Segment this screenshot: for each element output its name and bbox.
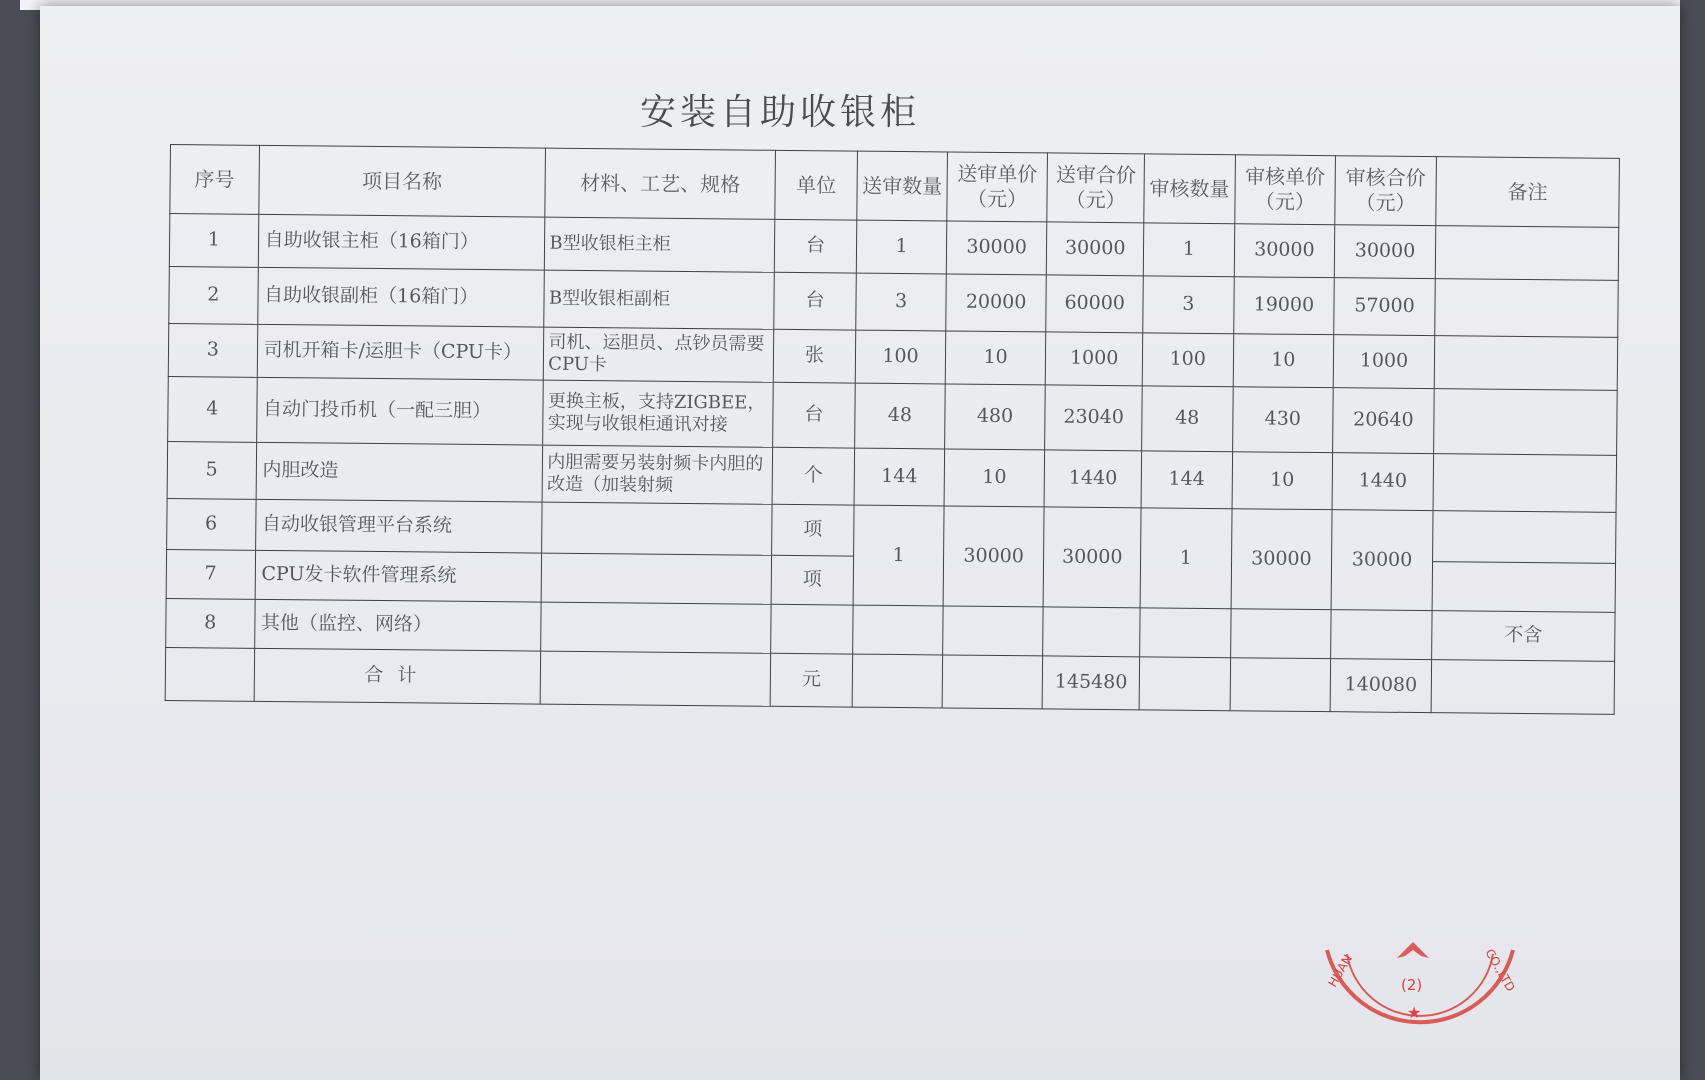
cell-aud-qty	[1140, 608, 1231, 658]
header-spec: 材料、工艺、规格	[545, 148, 775, 219]
cell-aud-qty: 144	[1141, 451, 1232, 509]
cell-name: 自助收银副柜（16箱门）	[257, 268, 544, 328]
cell-aud-price: 430	[1232, 387, 1333, 453]
cell-sub-price-merged: 30000	[943, 506, 1045, 607]
cell-note: 不含	[1431, 611, 1615, 662]
cell-name: CPU发卡软件管理系统	[255, 551, 542, 603]
cell-sub-qty: 1	[857, 220, 947, 274]
cell-seq: 6	[167, 499, 256, 551]
header-aud-qty: 审核数量	[1144, 154, 1235, 224]
cell-name: 自助收银主柜（16箱门）	[258, 215, 545, 271]
cell-spec: B型收银柜主柜	[545, 217, 775, 272]
cell-spec	[540, 651, 770, 706]
cell-spec	[541, 553, 771, 604]
cell-sub-total: 1440	[1044, 450, 1141, 508]
seal-number: (2)	[1401, 976, 1423, 994]
cell-sub-price: 30000	[946, 221, 1047, 275]
cell-note	[1432, 511, 1616, 564]
cell-unit: 台	[772, 382, 855, 448]
cell-aud-price	[1230, 609, 1331, 659]
header-name: 项目名称	[258, 145, 545, 217]
cell-seq: 7	[166, 550, 255, 600]
seal-star-icon: ★	[1407, 1003, 1422, 1022]
total-aud-total: 140080	[1330, 659, 1431, 713]
cell-note	[1434, 336, 1618, 391]
cell-sub-total: 1000	[1046, 332, 1143, 386]
cell-seq: 2	[169, 267, 258, 325]
cell-sub-total	[1043, 607, 1140, 657]
cell-spec: 更换主板，支持ZIGBEE，实现与收银柜通讯对接	[543, 380, 773, 447]
cell-aud-total: 1440	[1332, 453, 1433, 511]
cell-spec: 司机、运胆员、点钞员需要CPU卡	[544, 327, 774, 382]
cell-aud-price: 10	[1233, 334, 1334, 388]
document-page	[40, 6, 1680, 1080]
budget-table	[165, 144, 1620, 715]
total-unit: 元	[770, 653, 853, 707]
cell-note	[1435, 226, 1619, 281]
cell-spec: B型收银柜副柜	[544, 270, 774, 329]
cell-sub-total: 30000	[1047, 222, 1144, 276]
cell-aud-total: 30000	[1334, 225, 1435, 279]
cell-aud-total-merged: 30000	[1331, 510, 1433, 611]
cell-spec: 内胆需要另装射频卡内胆的改造（加装射频	[542, 445, 772, 504]
cell-note	[1431, 660, 1615, 715]
cell-sub-qty	[852, 654, 942, 708]
cell-sub-qty	[853, 605, 943, 655]
cell-aud-qty	[1139, 657, 1230, 711]
cell-unit: 台	[773, 272, 856, 330]
cell-seq: 3	[168, 324, 257, 378]
cell-aud-total: 57000	[1334, 278, 1435, 336]
cell-name: 自动门投币机（一配三胆）	[256, 377, 543, 445]
cell-unit	[770, 604, 853, 654]
cell-sub-total-merged: 30000	[1044, 507, 1142, 608]
header-aud-total: 审核合价（元）	[1335, 156, 1436, 226]
cell-aud-qty: 100	[1142, 333, 1233, 387]
cell-sub-total: 60000	[1046, 275, 1143, 333]
cell-note	[1433, 454, 1617, 513]
cell-sub-qty: 100	[855, 330, 945, 384]
cell-name: 司机开箱卡/运胆卡（CPU卡）	[257, 325, 544, 381]
cell-spec	[541, 602, 771, 653]
company-seal-stamp	[1315, 930, 1525, 1050]
seal-text-right: CO.,LTD	[1482, 946, 1518, 994]
header-sub-price: 送审单价（元）	[947, 152, 1048, 222]
cell-aud-price: 30000	[1234, 224, 1335, 278]
header-aud-price: 审核单价（元）	[1234, 155, 1335, 225]
cell-seq	[165, 647, 254, 701]
cell-unit: 个	[772, 448, 855, 506]
cell-seq: 5	[167, 442, 256, 500]
cell-unit: 张	[773, 329, 856, 383]
cell-aud-price	[1230, 658, 1331, 712]
header-sub-total: 送审合价（元）	[1047, 153, 1144, 223]
header-seq: 序号	[170, 145, 259, 215]
document-title: 安装自助收银柜	[639, 92, 920, 133]
cell-name: 其他（监控、网络）	[254, 599, 541, 651]
cell-aud-price-merged: 30000	[1231, 509, 1333, 610]
total-label: 合计	[254, 648, 541, 704]
cell-sub-price: 480	[944, 384, 1045, 450]
cell-sub-price: 10	[945, 331, 1046, 385]
cell-seq: 8	[166, 599, 255, 649]
cell-unit: 项	[771, 556, 854, 606]
cell-seq: 1	[169, 214, 258, 268]
cell-sub-price	[942, 606, 1043, 656]
seal-text-left: HUAN	[1325, 952, 1356, 990]
cell-sub-price: 20000	[946, 274, 1047, 332]
cell-aud-price: 19000	[1233, 277, 1334, 335]
seal-emblem-icon	[1397, 942, 1429, 958]
cell-sub-price: 10	[944, 449, 1045, 507]
total-sub-total: 145480	[1043, 656, 1140, 710]
cell-note	[1433, 389, 1617, 456]
cell-aud-qty: 3	[1143, 276, 1234, 334]
header-sub-qty: 送审数量	[857, 151, 947, 221]
cell-unit: 台	[774, 220, 857, 274]
cell-aud-qty-merged: 1	[1140, 508, 1232, 609]
cell-unit: 项	[771, 505, 854, 557]
cell-sub-qty: 3	[856, 273, 946, 331]
cell-sub-qty: 48	[855, 383, 945, 449]
cell-aud-total: 20640	[1333, 388, 1434, 454]
cell-note	[1435, 279, 1619, 338]
cell-aud-total: 1000	[1333, 335, 1434, 389]
cell-seq: 4	[168, 377, 257, 443]
cell-sub-qty: 144	[854, 448, 944, 506]
cell-aud-qty: 48	[1142, 386, 1233, 452]
cell-sub-price	[942, 655, 1043, 709]
cell-aud-price: 10	[1232, 452, 1333, 510]
cell-sub-qty-merged: 1	[853, 505, 944, 606]
cell-name: 内胆改造	[256, 443, 543, 503]
cell-name: 自动收银管理平台系统	[255, 500, 542, 554]
cell-sub-total: 23040	[1045, 385, 1142, 451]
header-unit: 单位	[775, 150, 858, 220]
cell-note	[1432, 562, 1616, 613]
cell-aud-qty: 1	[1143, 223, 1234, 277]
cell-spec	[542, 502, 772, 555]
header-note: 备注	[1436, 157, 1620, 228]
cell-aud-total	[1331, 610, 1432, 660]
